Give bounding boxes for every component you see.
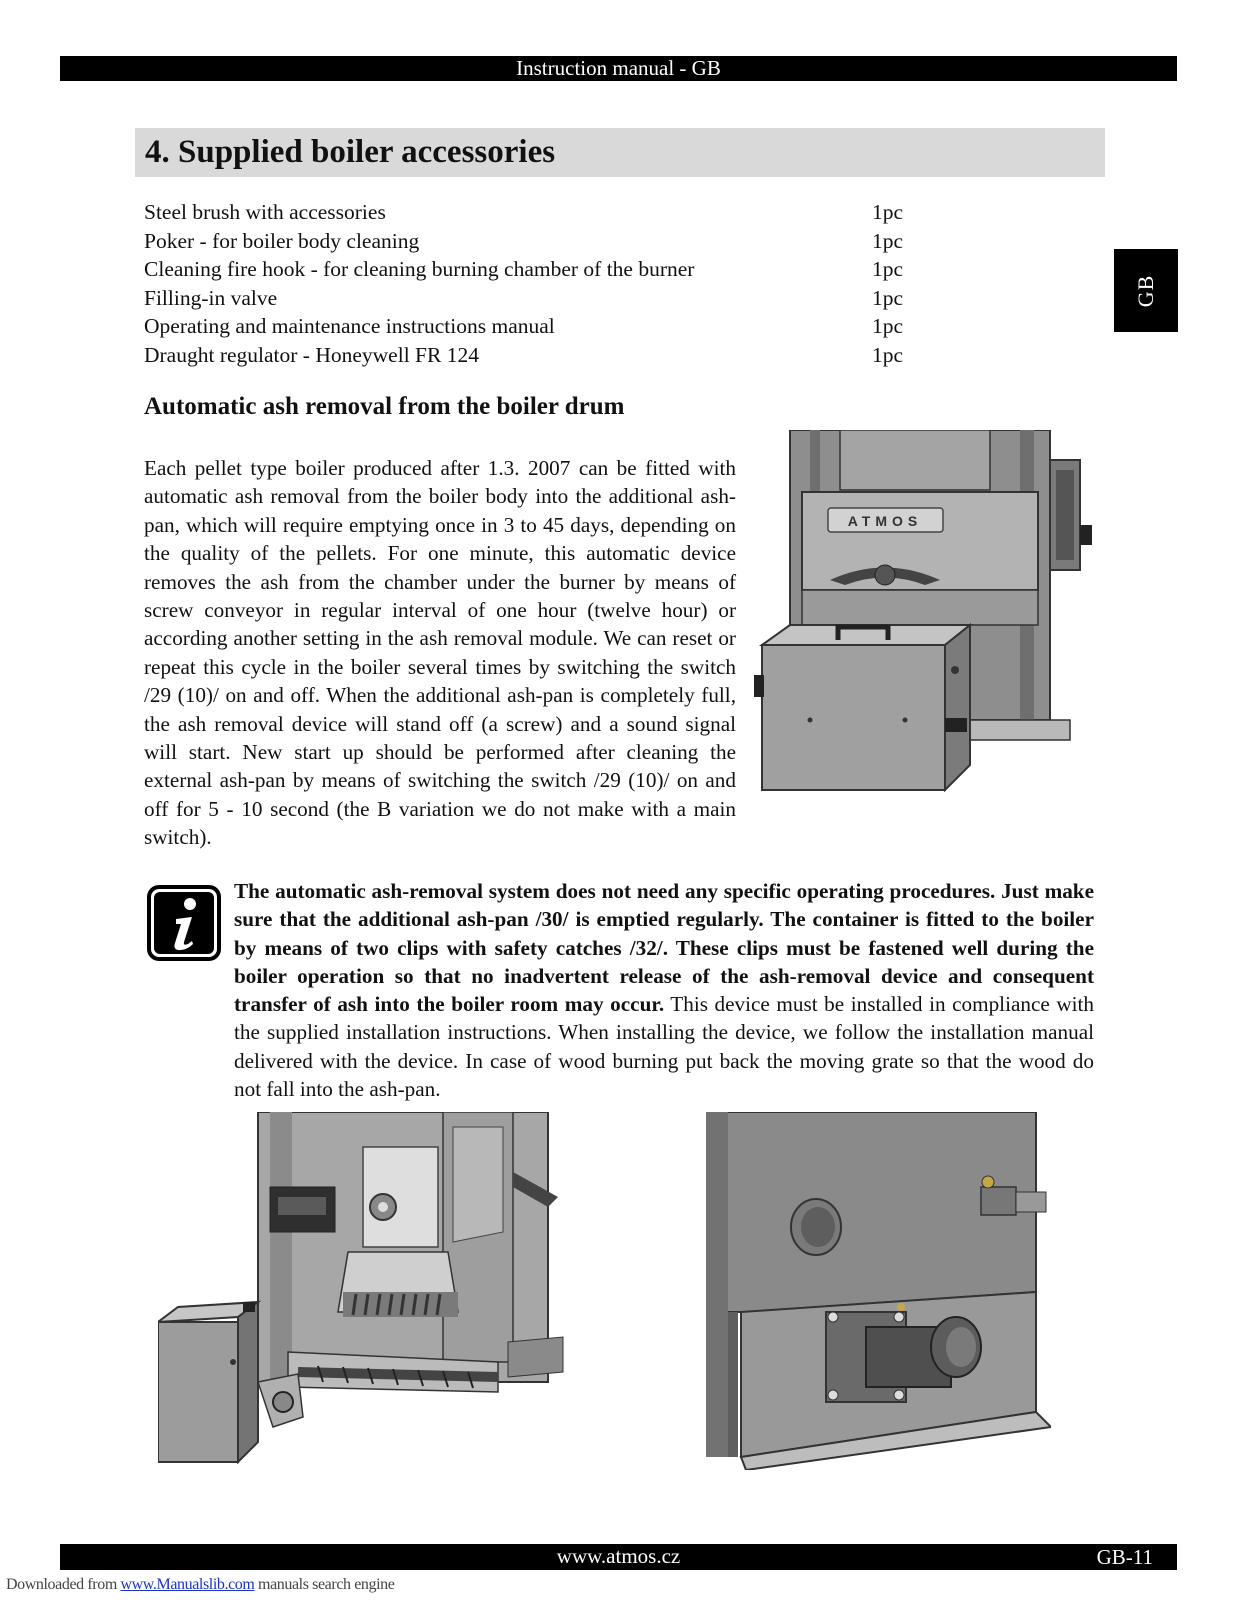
accessory-qty: 1pc <box>872 285 904 310</box>
info-note-bold: The automatic ash-removal system does not need any specific operating procedures. Just make sure that the additional ash-pan /30/ is emptied regularly. The container is fitted to the boiler by means of two clips with safety catches /32/. These clips must be fastened well during the boiler operation so that no inadvertent release of the ash-removal device and consequent transfer of ash into the boiler room may occur. <box>234 879 1094 1017</box>
accessory-qty: 1pc <box>872 200 904 224</box>
download-prefix: Downloaded from <box>6 1576 121 1593</box>
download-credit <box>6 1576 394 1594</box>
accessory-name: Steel brush with accessories <box>144 200 386 224</box>
accessory-name: Poker - for boiler body cleaning <box>144 228 420 253</box>
footer-url[interactable]: www.atmos.cz <box>556 1544 681 1568</box>
boiler-front-figure <box>750 430 1095 805</box>
info-icon <box>146 884 222 962</box>
header-bar <box>60 56 1177 81</box>
accessory-qty: 1pc <box>872 342 904 367</box>
boiler-cutaway-figure <box>158 1112 568 1470</box>
language-tab <box>1114 249 1178 332</box>
accessory-name: Cleaning fire hook - for cleaning burning chamber of the burner <box>144 257 695 281</box>
info-note <box>234 877 1094 1103</box>
page-number: GB-11 <box>1096 1545 1153 1569</box>
accessory-row <box>144 227 904 256</box>
accessory-row <box>144 312 904 341</box>
manualslib-link[interactable]: www.Manualslib.com <box>120 1576 255 1593</box>
language-tab-label: GB <box>1133 274 1158 307</box>
accessories-list <box>144 198 904 369</box>
header-title: Instruction manual - GB <box>516 56 721 80</box>
accessory-qty: 1pc <box>872 257 904 281</box>
download-suffix: manuals search engine <box>254 1576 395 1593</box>
accessory-qty: 1pc <box>872 228 904 253</box>
footer-bar <box>60 1544 1177 1570</box>
boiler-brand-label: ATMOS <box>847 513 923 529</box>
accessory-row <box>144 198 904 227</box>
accessory-row <box>144 255 904 284</box>
accessory-row <box>144 341 904 370</box>
boiler-rear-figure <box>706 1112 1051 1470</box>
accessory-name: Draught regulator - Honeywell FR 124 <box>144 342 479 367</box>
section-title: 4. Supplied boiler accessories <box>135 128 1105 177</box>
accessory-name: Operating and maintenance instructions manual <box>144 314 555 338</box>
info-note-normal: This device must be installed in compliance with the supplied installation instructions. When installing the device, we follow the installation manual delivered with the device. In case of wood burning put back the moving grate so that the wood do not fall into the ash-pan. <box>234 992 1094 1102</box>
accessory-name: Filling-in valve <box>144 285 278 310</box>
accessory-qty: 1pc <box>872 314 904 338</box>
ash-removal-paragraph: Each pellet type boiler produced after 1.3. 2007 can be fitted with automatic ash removal from the boiler body into the additional ash-pan, which will require emptying once in 3 to 45 days, depending on the quality of the pellets. For one minute, this automatic device removes the ash from the chamber under the burner by means of screw conveyor in regular interval of one hour (twelve hour) or according another setting in the ash removal module. We can reset or repeat this cycle in the boiler several times by switching the switch /29 (10)/ on and off. When the additional ash-pan is completely full, the ash removal device will stand off (a screw) and a sound signal will start. New start up should be performed after cleaning the external ash-pan by means of switching the switch /29 (10)/ on and off for 5 - 10 second (the B variation we do not make with a main switch). <box>144 456 736 850</box>
accessory-row <box>144 284 904 313</box>
ash-removal-heading: Automatic ash removal from the boiler drum <box>144 393 625 420</box>
